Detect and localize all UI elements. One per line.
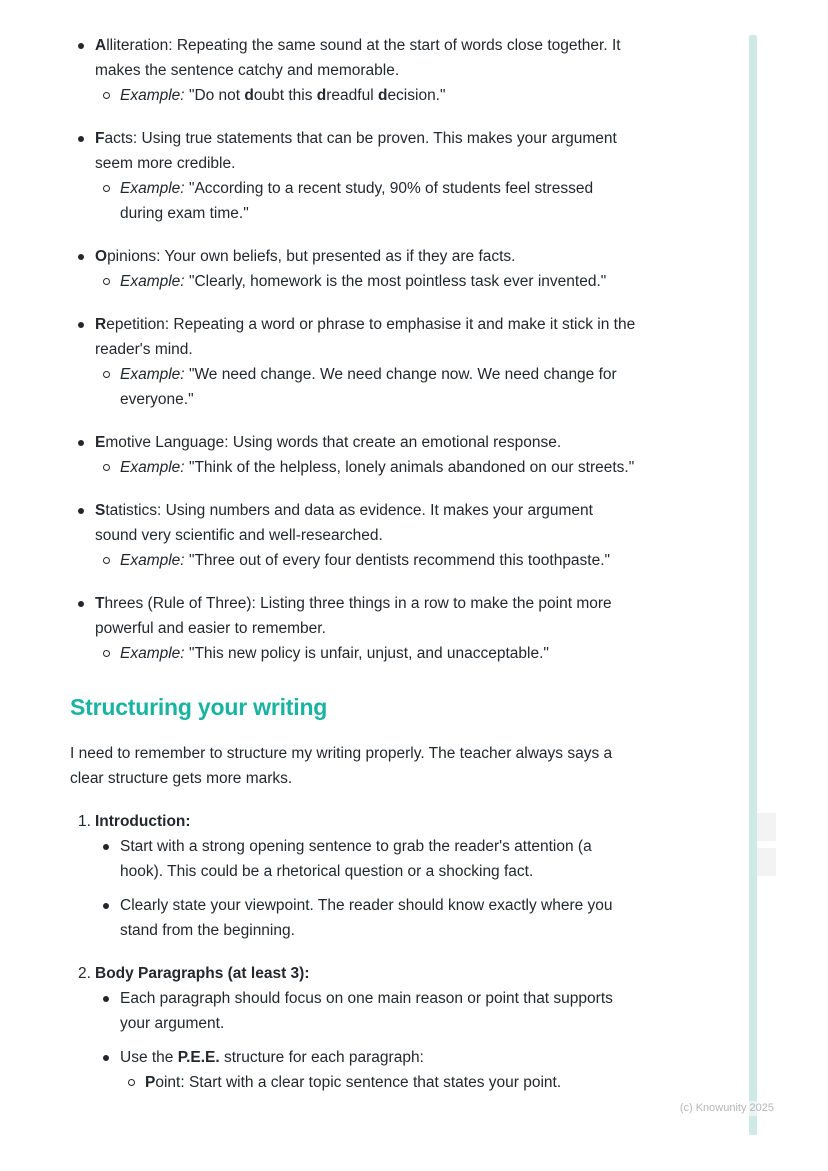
example-quote: "We need change. We need change now. We need change for everyone." — [120, 366, 617, 408]
bullet-icon — [103, 903, 109, 909]
technique-item-opinions — [70, 244, 636, 294]
numbered-item-body-paragraphs — [70, 961, 636, 1095]
example-text — [120, 269, 636, 294]
bullet-icon — [78, 440, 84, 446]
document-content — [70, 33, 636, 1113]
pee-text-part: Use the — [120, 1049, 178, 1066]
point-lead-letter: P — [145, 1074, 156, 1091]
list-item — [95, 893, 636, 943]
technique-lead-letter: A — [95, 37, 107, 54]
list-item — [95, 834, 636, 884]
technique-text — [95, 591, 636, 641]
example-label: Example: — [120, 459, 185, 476]
example-quote-part: readful — [326, 87, 378, 104]
example-text — [120, 362, 636, 412]
example-quote: "Three out of every four dentists recommend this toothpaste." — [188, 552, 611, 569]
technique-lead-letter: S — [95, 502, 106, 519]
example-quote-part: ecision." — [387, 87, 446, 104]
technique-description: acts: Using true statements that can be proven. This makes your argument seem more credible. — [95, 130, 617, 172]
technique-item-alliteration — [70, 33, 636, 108]
technique-lead-letter: F — [95, 130, 105, 147]
example-quote: "According to a recent study, 90% of students feel stressed during exam time." — [120, 180, 594, 222]
example-text — [120, 176, 636, 226]
numbered-item-title: Body Paragraphs (at least 3): — [95, 965, 310, 982]
example-quote: "This new policy is unfair, unjust, and unacceptable." — [188, 645, 549, 662]
list-item-text — [120, 1045, 636, 1070]
example-bold-letter: d — [377, 87, 388, 104]
hollow-bullet-icon — [103, 278, 110, 285]
example-bold-letter: d — [244, 87, 254, 104]
hollow-bullet-icon — [103, 464, 110, 471]
example-quote-part: "Do not — [188, 87, 245, 104]
technique-description: motive Language: Using words that create an emotional response. — [105, 434, 562, 451]
bullet-icon — [78, 601, 84, 607]
list-item — [95, 986, 636, 1036]
numbered-item-introduction — [70, 809, 636, 943]
technique-lead-letter: R — [95, 316, 107, 333]
numbered-item-title: Introduction: — [95, 813, 191, 830]
technique-text — [95, 430, 636, 455]
hollow-bullet-icon — [103, 650, 110, 657]
bullet-icon — [78, 136, 84, 142]
list-number: 2. — [78, 965, 91, 982]
bullet-icon — [78, 43, 84, 49]
example-item — [95, 641, 636, 666]
example-item — [95, 362, 636, 412]
example-item — [95, 176, 636, 226]
bullet-icon — [78, 508, 84, 514]
hollow-bullet-icon — [128, 1079, 135, 1086]
hollow-bullet-icon — [103, 371, 110, 378]
example-label: Example: — [120, 645, 185, 662]
bullet-icon — [103, 996, 109, 1002]
example-text — [120, 83, 636, 108]
technique-text — [95, 498, 636, 548]
point-text: oint: Start with a clear topic sentence that states your point. — [155, 1074, 562, 1091]
bullet-icon — [103, 844, 109, 850]
technique-text — [95, 244, 636, 269]
technique-item-repetition — [70, 312, 636, 412]
example-label: Example: — [120, 366, 185, 383]
technique-description: hrees (Rule of Three): Listing three things in a row to make the point more powerful and easier to remember. — [95, 595, 612, 637]
hollow-bullet-icon — [103, 557, 110, 564]
example-label: Example: — [120, 552, 185, 569]
example-text — [120, 641, 636, 666]
technique-text — [95, 312, 636, 362]
bullet-icon — [78, 322, 84, 328]
technique-item-facts — [70, 126, 636, 226]
list-item-text: Start with a strong opening sentence to grab the reader's attention (a hook). This could be a rhetorical question or a shocking fact. — [120, 838, 592, 880]
list-item-text — [145, 1070, 636, 1095]
bullet-icon — [78, 254, 84, 260]
technique-lead-letter: T — [95, 595, 105, 612]
right-accent-stripe — [749, 35, 757, 1135]
example-bold-letter: d — [316, 87, 327, 104]
hollow-bullet-icon — [103, 92, 110, 99]
technique-description: epetition: Repeating a word or phrase to emphasise it and make it stick in the reader's mind. — [95, 316, 636, 358]
list-number: 1. — [78, 813, 91, 830]
example-text — [120, 548, 636, 573]
technique-description: lliteration: Repeating the same sound at the start of words close together. It makes the sentence catchy and memorable. — [95, 37, 621, 79]
list-item-text: Each paragraph should focus on one main reason or point that supports your argument. — [120, 990, 613, 1032]
example-item — [95, 269, 636, 294]
bullet-icon — [103, 1055, 109, 1061]
section-heading: Structuring your writing — [70, 694, 328, 720]
technique-text — [95, 33, 636, 83]
copyright-text: (c) Knowunity 2025 — [679, 1102, 774, 1114]
example-item — [95, 83, 636, 108]
example-item — [95, 455, 636, 480]
technique-item-statistics — [70, 498, 636, 573]
hollow-bullet-icon — [103, 185, 110, 192]
intro-paragraph: I need to remember to structure my writing properly. The teacher always says a clear structure gets more marks. — [70, 745, 613, 787]
example-label: Example: — [120, 180, 185, 197]
list-item-text: Clearly state your viewpoint. The reader should know exactly where you stand from the beginning. — [120, 897, 613, 939]
example-label: Example: — [120, 273, 185, 290]
list-item — [95, 1045, 636, 1095]
technique-item-emotive-language — [70, 430, 636, 480]
example-quote-part: oubt this — [253, 87, 317, 104]
list-item — [120, 1070, 636, 1095]
technique-item-threes — [70, 591, 636, 666]
technique-description: pinions: Your own beliefs, but presented as if they are facts. — [107, 248, 516, 265]
pee-text-part: structure for each paragraph: — [219, 1049, 424, 1066]
example-quote: "Think of the helpless, lonely animals abandoned on our streets." — [188, 459, 635, 476]
technique-text — [95, 126, 636, 176]
technique-description: tatistics: Using numbers and data as evidence. It makes your argument sound very scientific and well-researched. — [95, 502, 593, 544]
example-text — [120, 455, 636, 480]
pee-bold: P.E.E. — [177, 1049, 220, 1066]
example-item — [95, 548, 636, 573]
example-quote: "Clearly, homework is the most pointless task ever invented." — [188, 273, 607, 290]
example-label: Example: — [120, 87, 185, 104]
technique-lead-letter: O — [95, 248, 108, 265]
technique-lead-letter: E — [95, 434, 106, 451]
